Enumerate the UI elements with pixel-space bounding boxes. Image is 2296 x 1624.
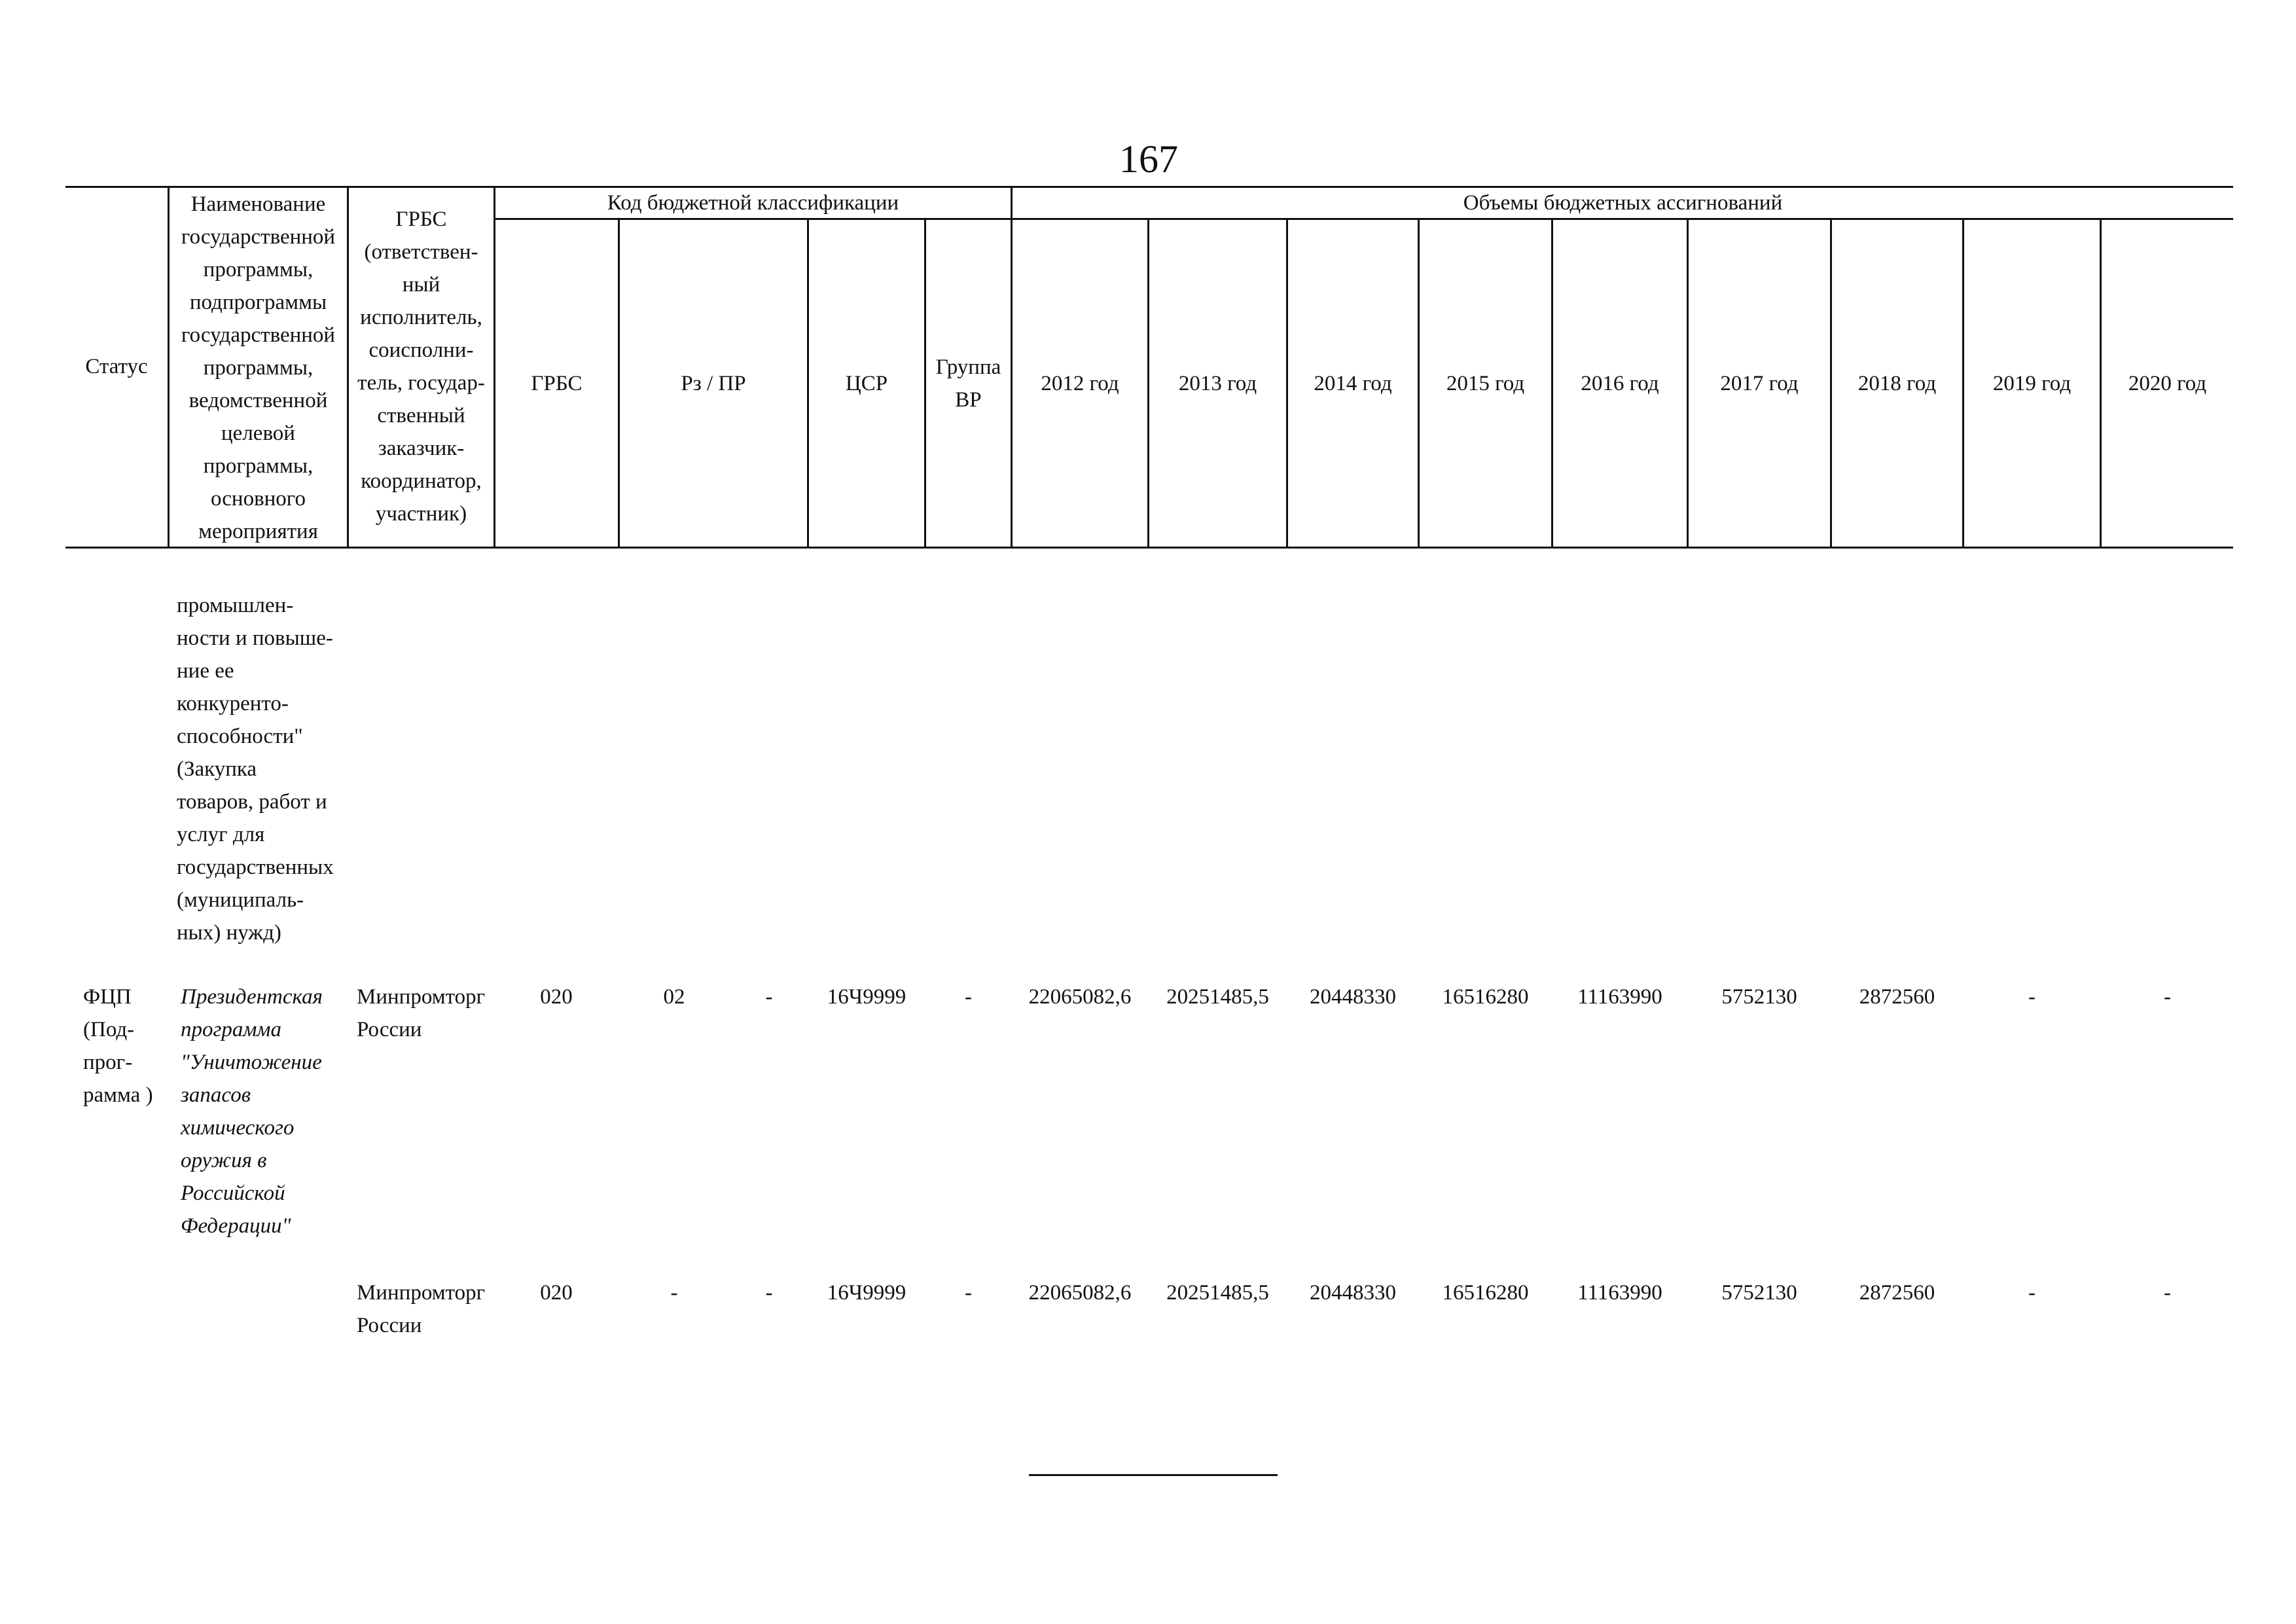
row-value-2012: 22065082,6: [1028, 985, 1132, 1009]
row-value-2019: -: [2028, 985, 2036, 1009]
row-value-2016: 11163990: [1577, 1281, 1662, 1305]
row-value-2016: 11163990: [1577, 985, 1662, 1009]
row-program-name: Президентская программа "Уничтожение запасов химического оружия в Российской Федерации": [181, 985, 323, 1238]
header-year-2016: 2016 год: [1581, 371, 1659, 395]
row-value-2015: 16516280: [1442, 1281, 1529, 1305]
header-year-2014: 2014 год: [1314, 371, 1392, 395]
row-grbs-responsible: Минпромторг России: [357, 1281, 486, 1337]
row-value-2019: -: [2028, 1281, 2036, 1305]
row-grbs-responsible: Минпромторг России: [357, 985, 486, 1041]
header-year-2017: 2017 год: [1720, 371, 1799, 395]
row-csr: 16Ч9999: [827, 985, 906, 1009]
header-status: Статус: [85, 354, 148, 378]
header-rz-pr: Рз / ПР: [681, 371, 746, 395]
row-status: ФЦП (Под- прог- рамма ): [83, 985, 153, 1107]
page-number: 167: [1119, 137, 1178, 181]
row-pr: -: [765, 1281, 773, 1305]
header-budget-volume-group: Объемы бюджетных ассигнований: [1463, 191, 1783, 215]
row-value-2018: 2872560: [1859, 985, 1935, 1009]
header-year-2018: 2018 год: [1857, 371, 1937, 395]
row-csr: 16Ч9999: [827, 1281, 906, 1305]
header-year-2020: 2020 год: [2128, 371, 2207, 395]
row-value-2014: 20448330: [1310, 1281, 1396, 1305]
row-vr: -: [965, 985, 972, 1009]
row-value-2013: 20251485,5: [1166, 1281, 1269, 1305]
row-value-2018: 2872560: [1859, 1281, 1935, 1305]
row-pr: -: [765, 985, 773, 1009]
row-grbs: 020: [540, 985, 573, 1009]
row-value-2013: 20251485,5: [1166, 985, 1269, 1009]
row-rz: 02: [663, 985, 685, 1009]
header-year-2015: 2015 год: [1446, 371, 1525, 395]
continued-program-name: промышлен- ности и повыше- ние ее конкуренто- способности" (Закупка товаров, работ и услуг для государственных (муниципаль- ных) нужд): [177, 594, 334, 945]
header-grbs-responsible: ГРБС (ответствен- ный исполнитель, соисполни- тель, государ- ственный заказчик- координатор, участник): [357, 207, 485, 526]
row-value-2020: -: [2164, 985, 2171, 1009]
end-divider-line: [1029, 1474, 1278, 1476]
header-budget-code-group: Код бюджетной классификации: [607, 191, 899, 215]
header-program-name: Наименование государственной программы, подпрограммы государственной программы, ведомственной целевой программы, основного мероприятия: [181, 192, 336, 543]
header-year-2013: 2013 год: [1178, 371, 1257, 395]
row-value-2014: 20448330: [1310, 985, 1396, 1009]
row-vr: -: [965, 1281, 972, 1305]
row-value-2020: -: [2164, 1281, 2171, 1305]
header-vr-group: Группа ВР: [935, 355, 1001, 412]
header-csr: ЦСР: [845, 371, 888, 395]
header-year-2012: 2012 год: [1041, 371, 1119, 395]
row-value-2017: 5752130: [1721, 1281, 1797, 1305]
header-bottom-border: [65, 547, 2233, 549]
row-value-2017: 5752130: [1721, 985, 1797, 1009]
row-value-2012: 22065082,6: [1028, 1281, 1132, 1305]
row-value-2015: 16516280: [1442, 985, 1529, 1009]
row-grbs: 020: [540, 1281, 573, 1305]
header-grbs: ГРБС: [531, 371, 583, 395]
header-year-2019: 2019 год: [1992, 371, 2072, 395]
row-rz: -: [670, 1281, 678, 1305]
